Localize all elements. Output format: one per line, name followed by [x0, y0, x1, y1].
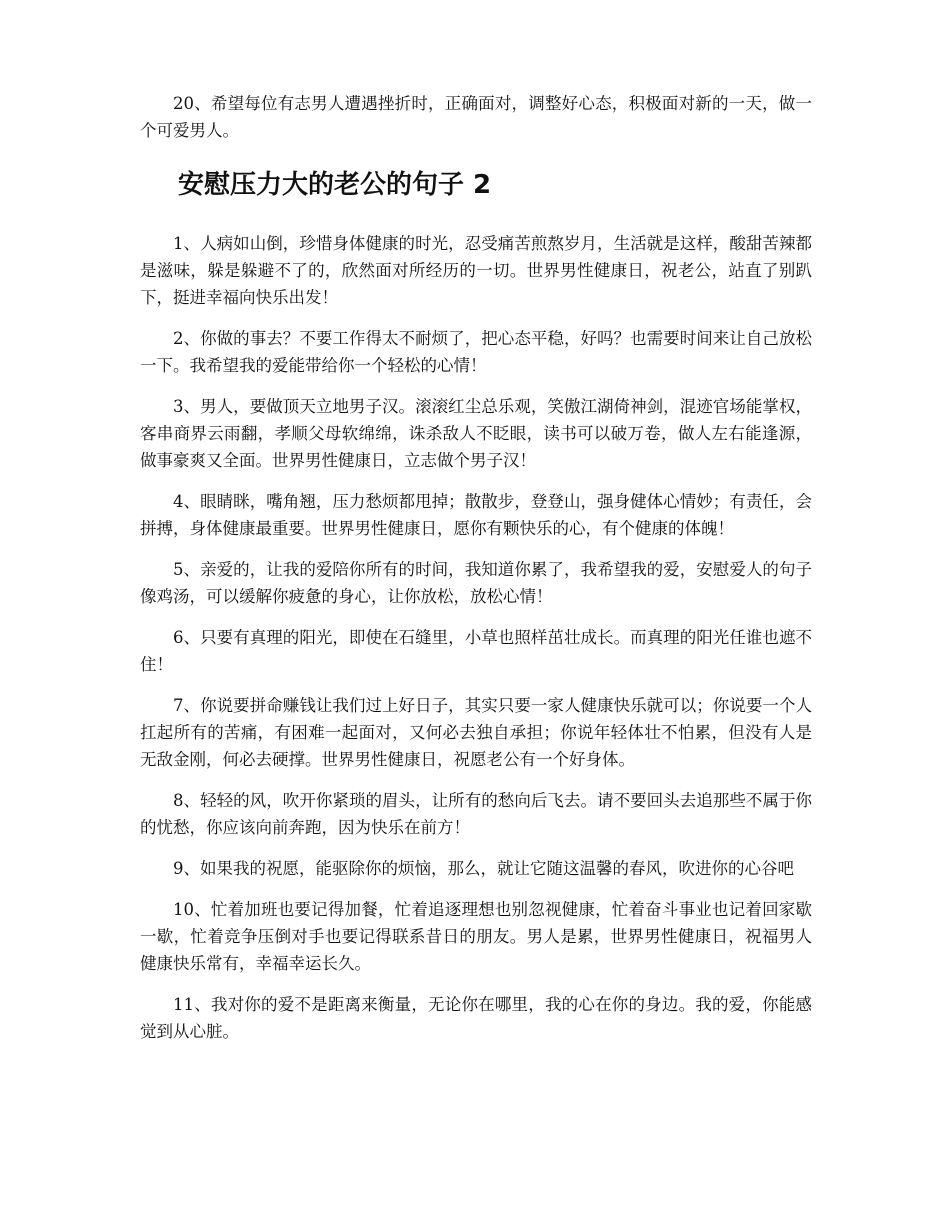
list-item: 7、你说要拼命赚钱让我们过上好日子，其实只要一家人健康快乐就可以；你说要一个人扛起所有的苦痛，有困难一起面对，又何必去独自承担；你说年轻体壮不怕累，但没有人是无敌金刚，何必去硬撑。世界男性健康日，祝愿老公有一个好身体。: [140, 696, 812, 769]
document-body: [140, 90, 812, 1059]
list-item: 9、如果我的祝愿，能驱除你的烦恼，那么，就让它随这温馨的春风，吹进你的心谷吧: [173, 859, 794, 878]
list-item: 5、亲爱的，让我的爱陪你所有的时间，我知道你累了，我希望我的爱，安慰爱人的句子像鸡汤，可以缓解你疲惫的身心，让你放松，放松心情！: [140, 560, 812, 606]
list-item: 6、只要有真理的阳光，即使在石缝里，小草也照样茁壮成长。而真理的阳光任谁也遮不住！: [140, 628, 812, 674]
list-item: 10、忙着加班也要记得加餐，忙着追逐理想也别忽视健康，忙着奋斗事业也记着回家歇一歇，忙着竞争压倒对手也要记得联系昔日的朋友。男人是累，世界男性健康日，祝福男人健康快乐常有，幸福幸运长久。: [140, 900, 812, 973]
section-title: 安慰压力大的老公的句子 2: [178, 170, 492, 200]
intro-paragraph: 20、希望每位有志男人遭遇挫折时，正确面对，调整好心态，积极面对新的一天，做一个可爱男人。: [140, 94, 812, 140]
list-item: 4、眼睛眯，嘴角翘，压力愁烦都甩掉；散散步，登登山，强身健体心情妙；有责任，会拼搏，身体健康最重要。世界男性健康日，愿你有颗快乐的心，有个健康的体魄！: [140, 492, 812, 538]
list-item: 8、轻轻的风，吹开你紧琐的眉头，让所有的愁向后飞去。请不要回头去追那些不属于你的忧愁，你应该向前奔跑，因为快乐在前方！: [140, 791, 812, 837]
list-item: 1、人病如山倒，珍惜身体健康的时光，忍受痛苦煎熬岁月，生活就是这样，酸甜苦辣都是滋味，躲是躲避不了的，欣然面对所经历的一切。世界男性健康日，祝老公，站直了别趴下，挺进幸福向快乐出发！: [140, 234, 812, 307]
list-item: 2、你做的事去？不要工作得太不耐烦了，把心态平稳，好吗？也需要时间来让自己放松一下。我希望我的爱能带给你一个轻松的心情！: [140, 329, 812, 375]
list-item: 11、我对你的爱不是距离来衡量，无论你在哪里，我的心在你的身边。我的爱，你能感觉到从心脏。: [140, 995, 812, 1041]
list-item: 3、男人，要做顶天立地男子汉。滚滚红尘总乐观，笑傲江湖倚神剑，混迹官场能掌权，客串商界云雨翻，孝顺父母软绵绵，诛杀敌人不眨眼，读书可以破万卷，做人左右能逢源，做事豪爽又全面。世界男性健康日，立志做个男子汉！: [140, 397, 812, 470]
